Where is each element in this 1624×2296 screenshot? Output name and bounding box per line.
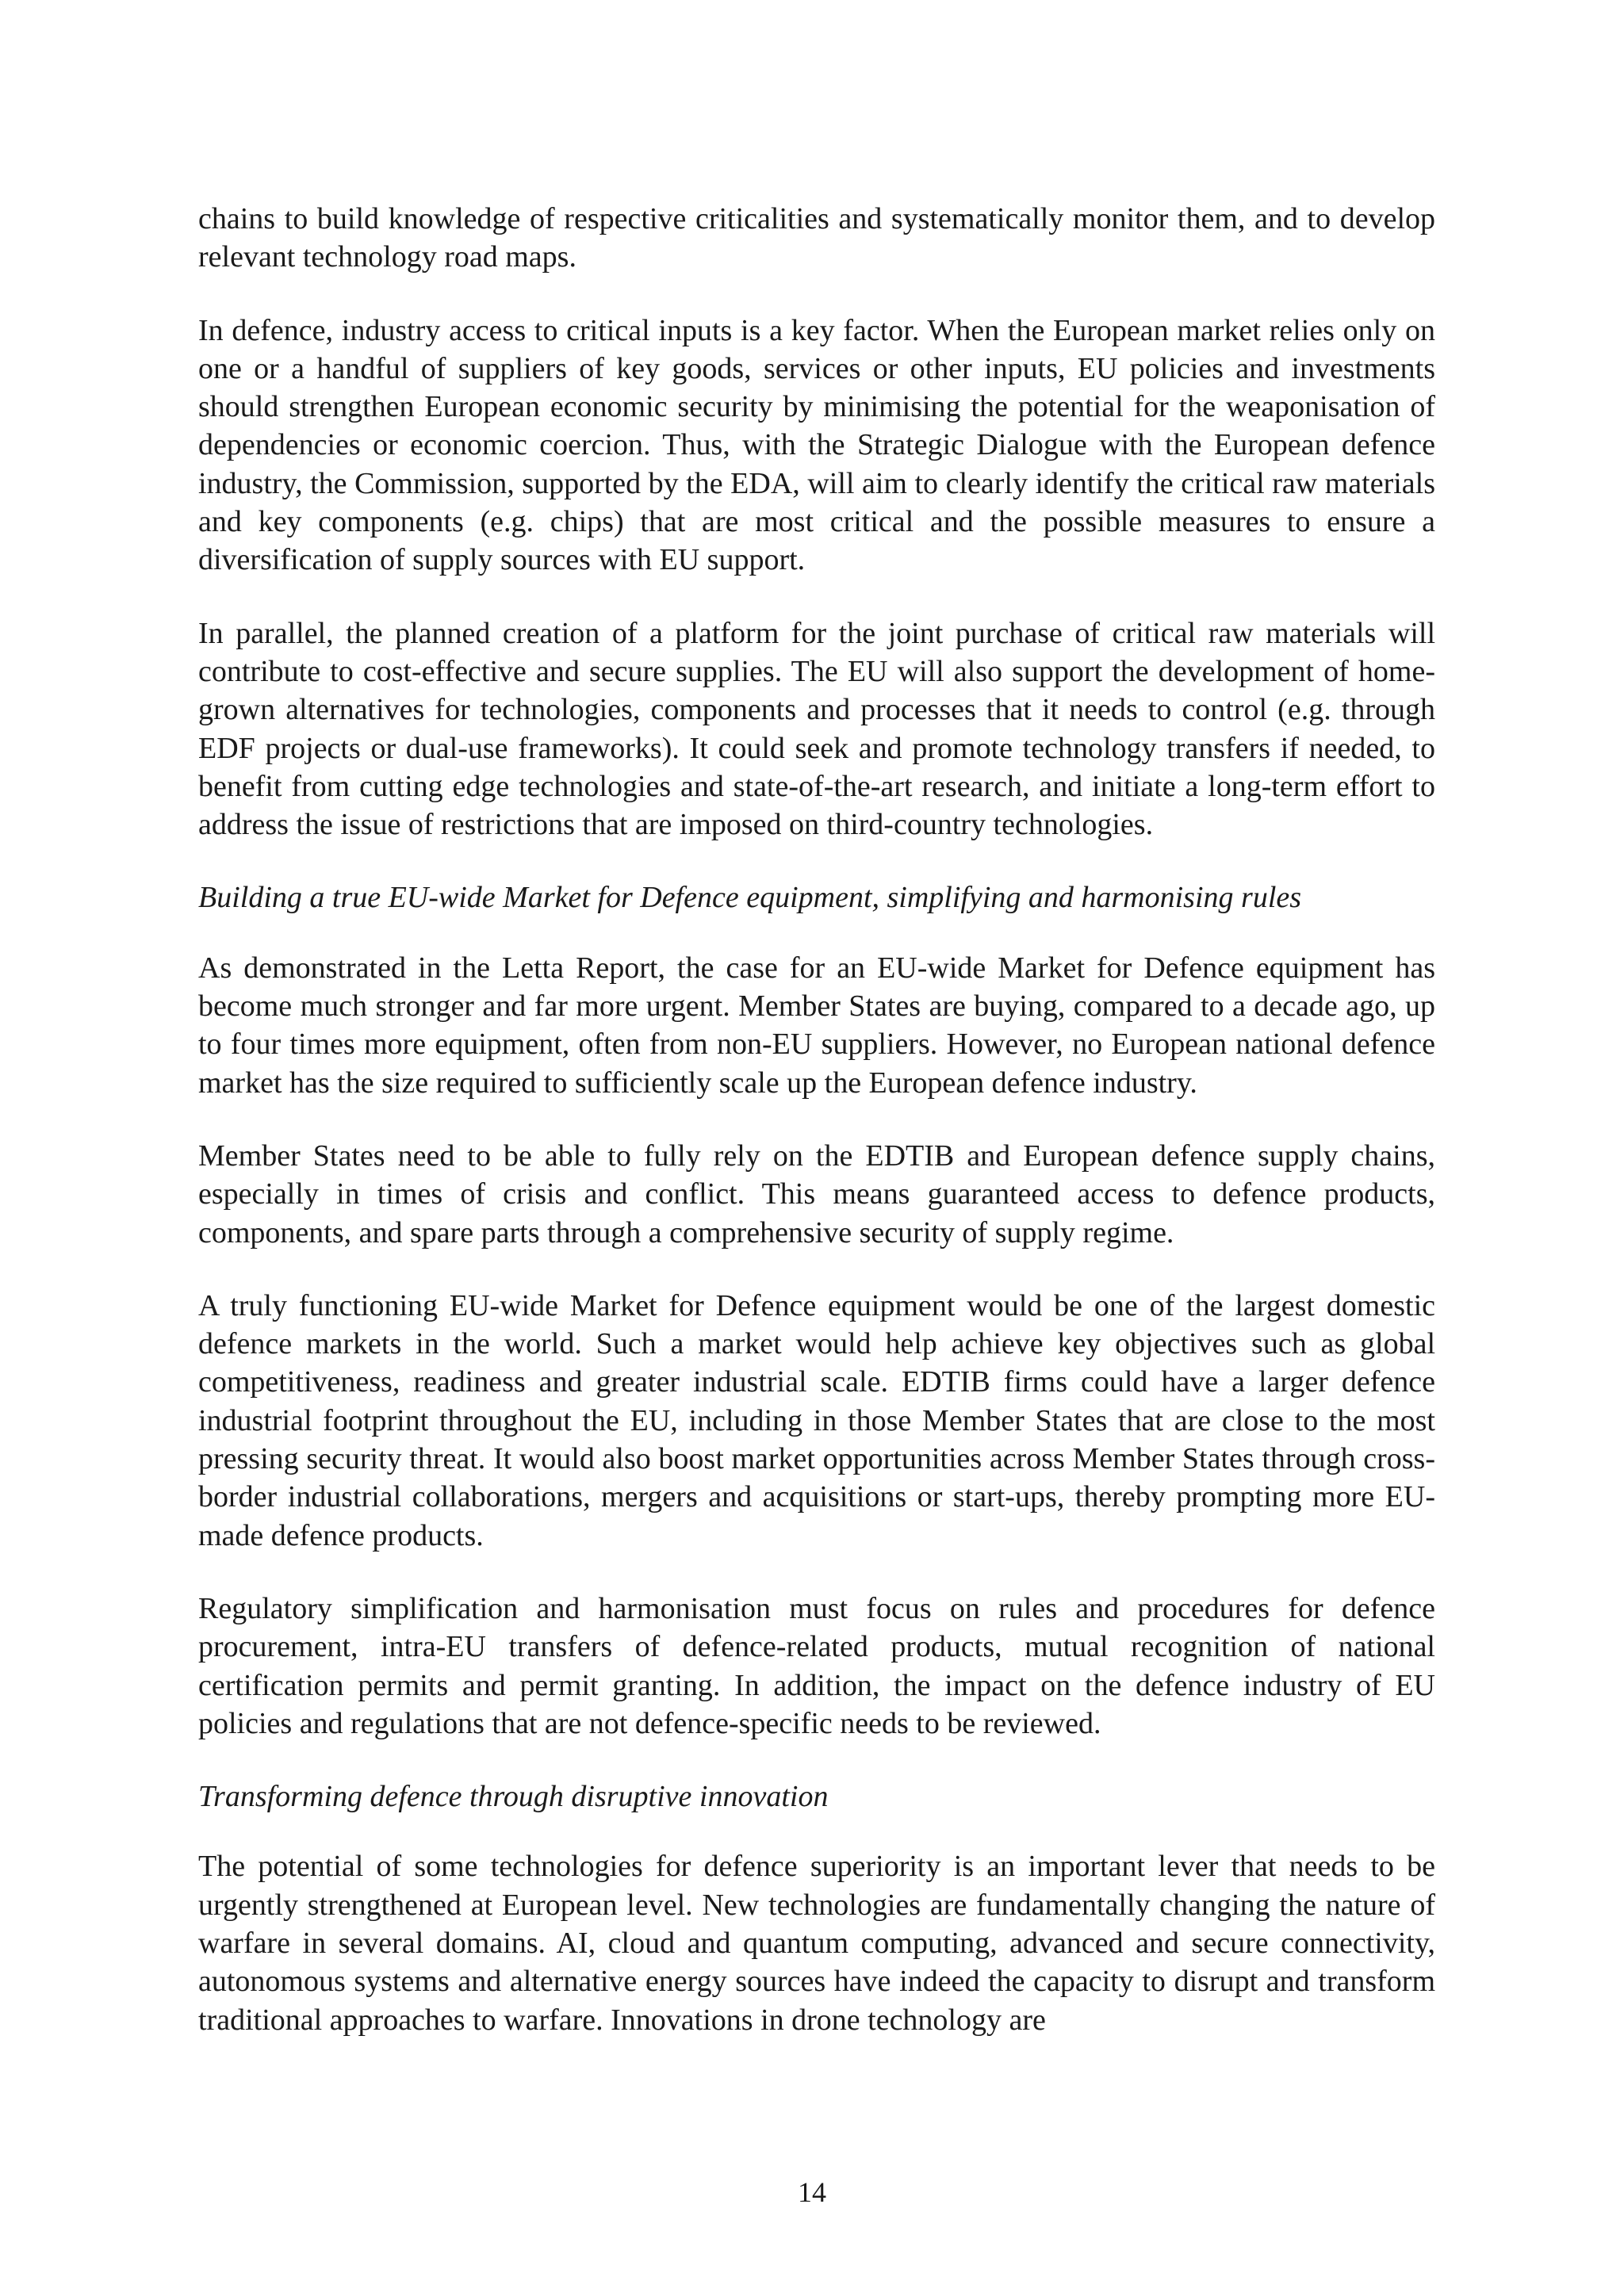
document-body (198, 200, 1435, 2074)
paragraph: The potential of some technologies for defence superiority is an important lever that needs to be urgently strengthened at European level. New technologies are fundamentally changing the nature of warfare in several domains. AI, cloud and quantum computing, advanced and secure connectivity, autonomous systems and alternative energy sources have indeed the capacity to disrupt and transform traditional approaches to warfare. Innovations in drone technology are (198, 1850, 1435, 2037)
paragraph: In defence, industry access to critical inputs is a key factor. When the European market relies only on one or a handful of suppliers of key goods, services or other inputs, EU policies and investments should strengthen European economic security by minimising the potential for the weaponisation of dependencies or economic coercion. Thus, with the Strategic Dialogue with the European defence industry, the Commission, supported by the EDA, will aim to clearly identify the critical raw materials and key components (e.g. chips) that are most critical and the possible measures to ensure a diversification of supply sources with EU support. (198, 313, 1435, 577)
page-number: 14 (798, 2176, 826, 2208)
paragraph: Member States need to be able to fully rely on the EDTIB and European defence supply chains, especially in times of crisis and conflict. This means guaranteed access to defence products, components, and spare parts through a comprehensive security of supply regime. (198, 1138, 1435, 1249)
paragraph: As demonstrated in the Letta Report, the case for an EU-wide Market for Defence equipment has become much stronger and far more urgent. Member States are buying, compared to a decade ago, up to four times more equipment, often from non-EU suppliers. However, no European national defence market has the size required to sufficiently scale up the European defence industry. (198, 951, 1435, 1100)
paragraph: A truly functioning EU-wide Market for Defence equipment would be one of the largest domestic defence markets in the world. Such a market would help achieve key objectives such as global competitiveness, readiness and greater industrial scale. EDTIB firms could have a larger defence industrial footprint throughout the EU, including in those Member States that are close to the most pressing security threat. It would also boost market opportunities across Member States through cross-border industrial collaborations, mergers and acquisitions or start-ups, thereby prompting more EU-made defence products. (198, 1288, 1435, 1552)
paragraph: Regulatory simplification and harmonisation must focus on rules and procedures for defence procurement, intra-EU transfers of defence-related products, mutual recognition of national certification permits and permit granting. In addition, the impact on the defence industry of EU policies and regulations that are not defence-specific needs to be reviewed. (198, 1591, 1435, 1740)
section-heading: Building a true EU-wide Market for Defence equipment, simplifying and harmonising rules (198, 881, 1302, 915)
section-heading: Transforming defence through disruptive innovation (198, 1780, 829, 1814)
paragraph: In parallel, the planned creation of a platform for the joint purchase of critical raw materials will contribute to cost-effective and secure supplies. The EU will also support the development of home-grown alternatives for technologies, components and processes that it needs to control (e.g. through EDF projects or dual-use frameworks). It could seek and promote technology transfers if needed, to benefit from cutting edge technologies and state-of-the-art research, and initiate a long-term effort to address the issue of restrictions that are imposed on third-country technologies. (198, 616, 1435, 842)
paragraph: chains to build knowledge of respective criticalities and systematically monitor them, and to develop relevant technology road maps. (198, 202, 1435, 274)
